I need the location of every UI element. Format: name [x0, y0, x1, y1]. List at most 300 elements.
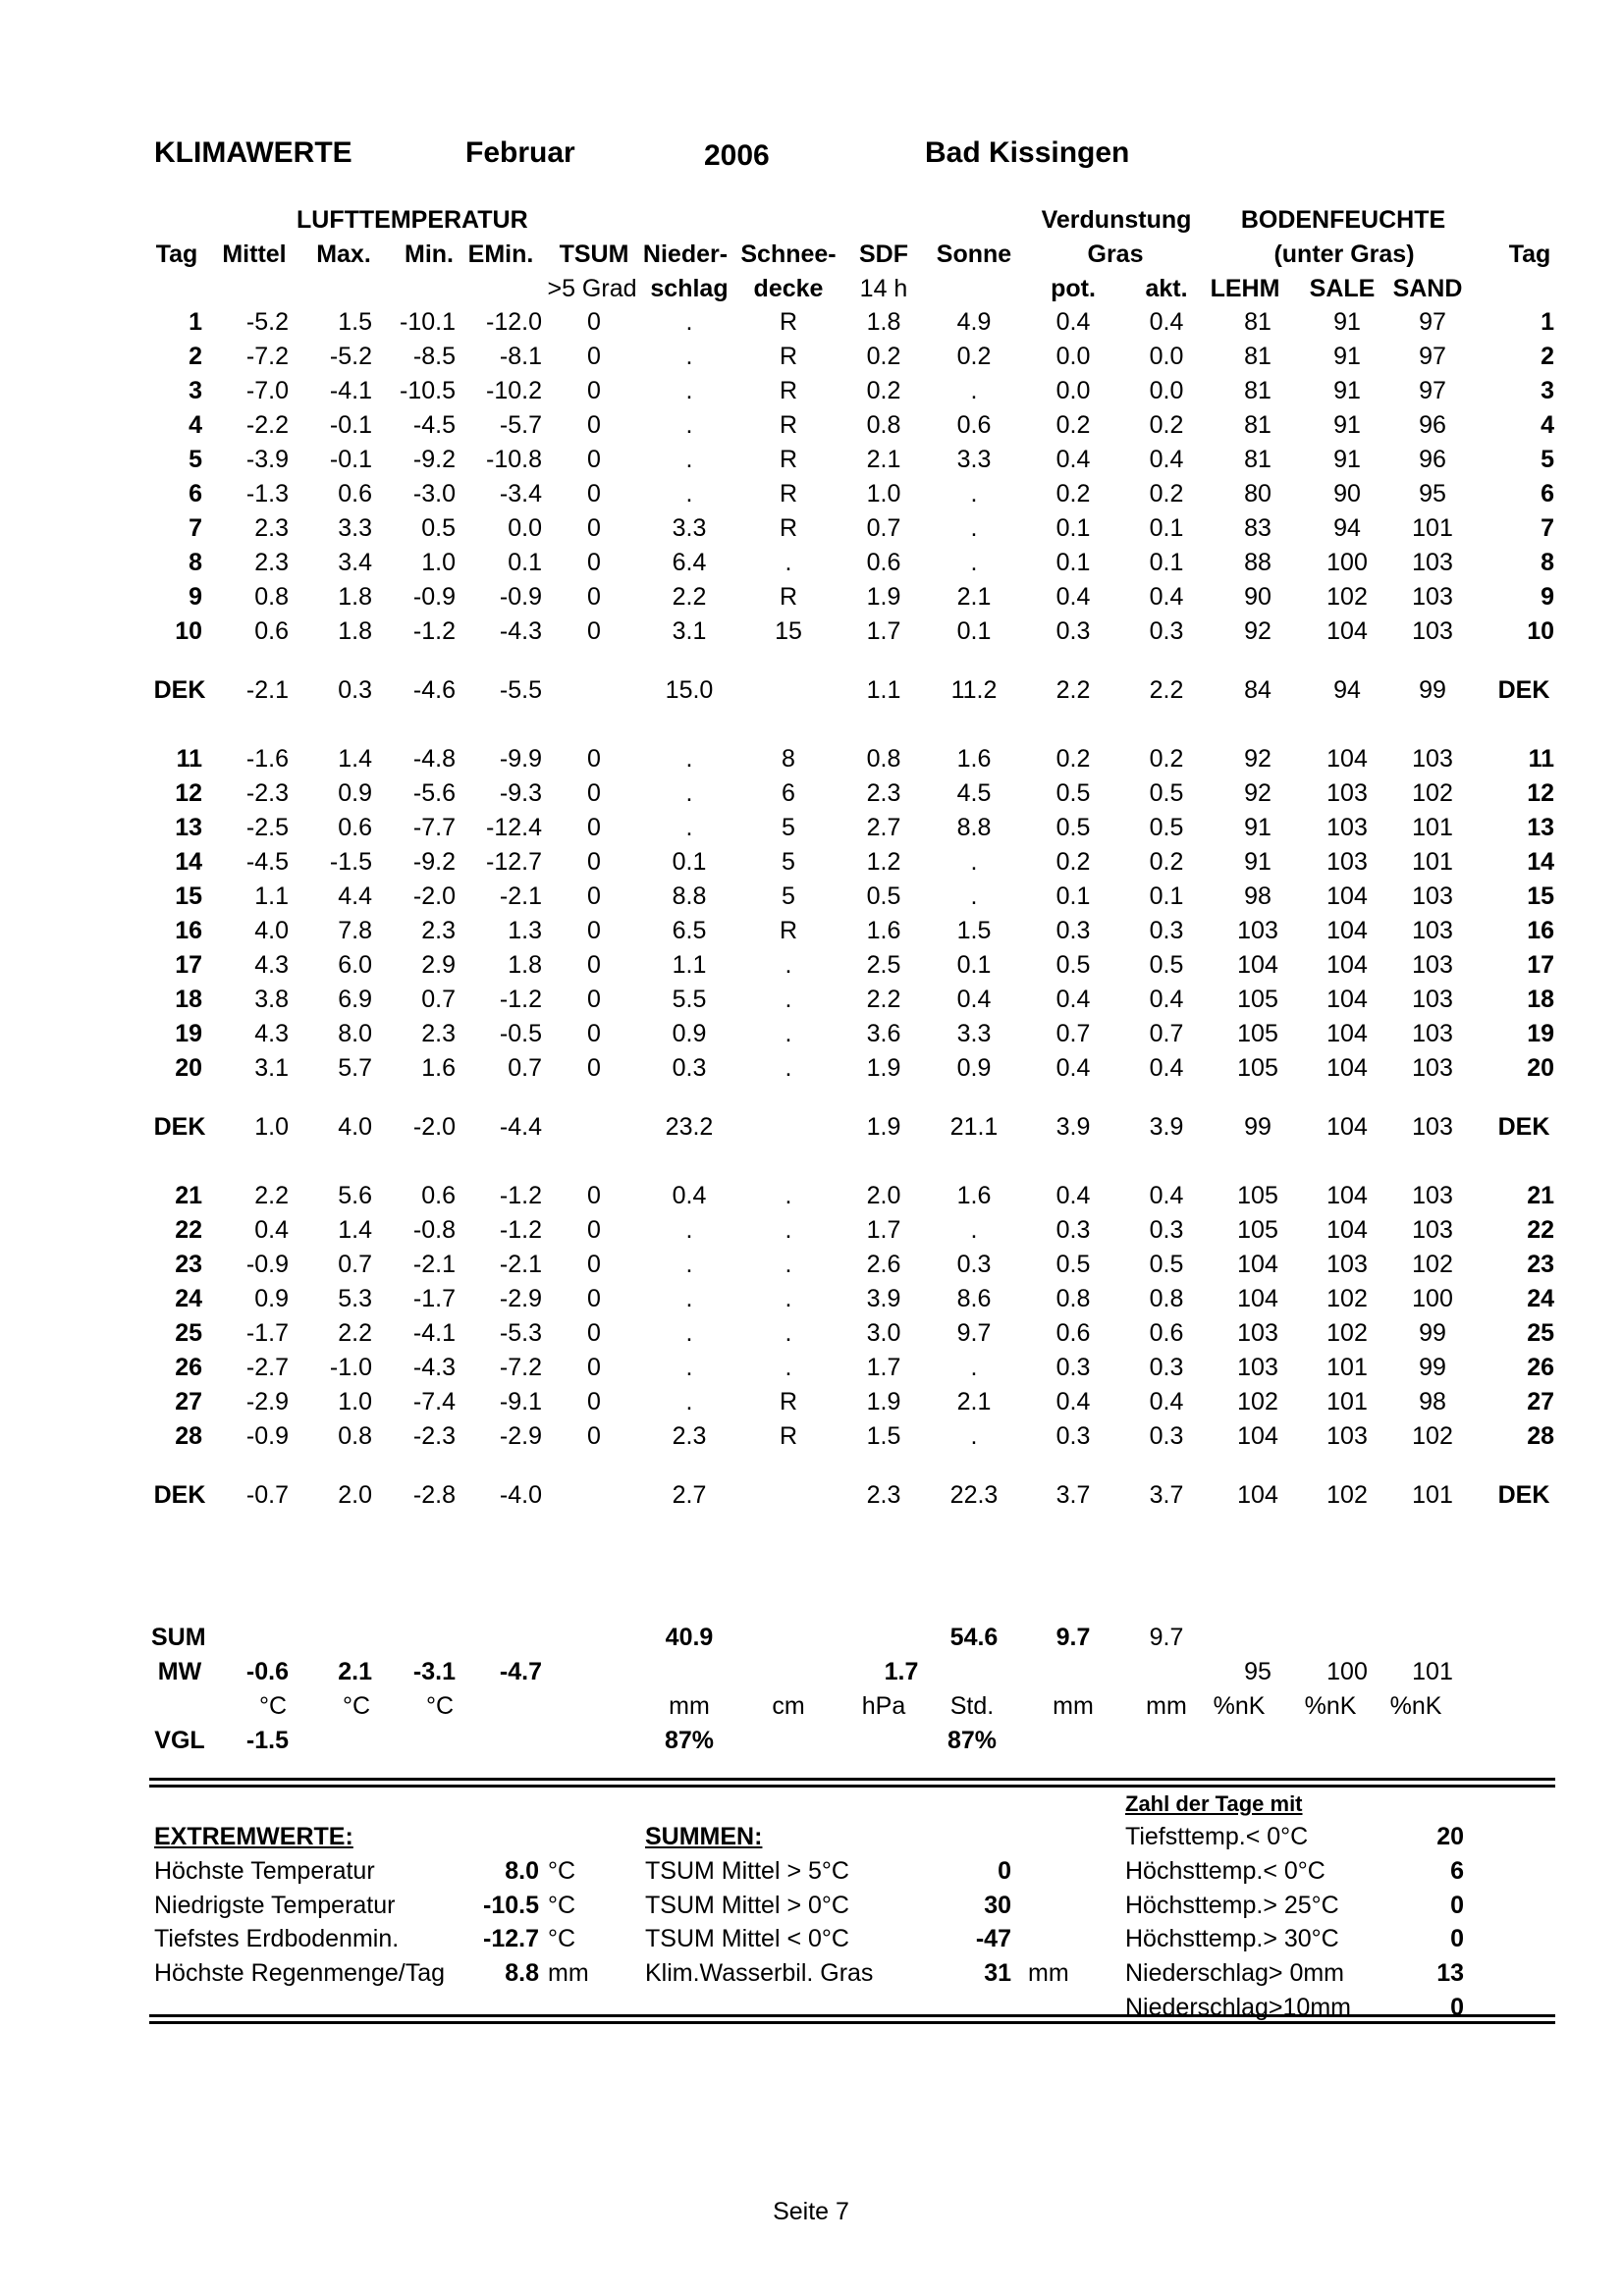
row-max: 6.0 [338, 951, 372, 979]
row-sale: 91 [1333, 343, 1361, 370]
dek-mittel: -0.7 [245, 1481, 289, 1509]
row-nieder: . [685, 1251, 693, 1278]
row-sand: 103 [1412, 1054, 1453, 1082]
row-sale: 104 [1326, 951, 1368, 979]
header-gras: Gras [1087, 240, 1144, 268]
dek-max: 4.0 [338, 1113, 372, 1141]
row-mittel: -1.6 [245, 745, 289, 773]
row-pot: 0.0 [1055, 343, 1091, 370]
row-sonne: 0.9 [956, 1054, 992, 1082]
row-sand: 103 [1412, 1020, 1453, 1047]
vgl-sonne: 87% [947, 1727, 998, 1754]
row-tag2: 8 [1541, 549, 1554, 576]
row-emin: -12.7 [486, 848, 542, 876]
row-sdf: 2.0 [866, 1182, 901, 1209]
row-sale: 91 [1333, 411, 1361, 439]
row-max: -0.1 [329, 446, 372, 473]
dek-pot: 2.2 [1055, 676, 1091, 704]
row-max: 0.8 [338, 1422, 372, 1450]
unit-akt: mm [1146, 1692, 1187, 1720]
row-akt: 0.4 [1149, 1388, 1184, 1415]
sum-pot: 9.7 [1055, 1624, 1091, 1651]
row-pot: 0.4 [1055, 446, 1091, 473]
row-sonne: . [970, 549, 978, 576]
dek-lehm: 104 [1237, 1481, 1278, 1509]
header-tsum: TSUM [559, 240, 629, 268]
row-emin: -9.1 [499, 1388, 542, 1415]
row-schnee: R [779, 377, 798, 404]
row-lehm: 105 [1237, 986, 1278, 1013]
row-schnee: R [779, 1422, 798, 1450]
row-sand: 103 [1412, 882, 1453, 910]
dek-sonne: 21.1 [949, 1113, 999, 1141]
header-sonne: Sonne [936, 240, 1012, 268]
row-emin: -7.2 [499, 1354, 542, 1381]
row-sale: 101 [1326, 1354, 1368, 1381]
header-mittel: Mittel [222, 240, 287, 268]
row-pot: 0.5 [1055, 779, 1091, 807]
row-mittel: -7.0 [245, 377, 289, 404]
unit-max: °C [342, 1692, 371, 1720]
extreme-value: 8.8 [505, 1959, 539, 1987]
row-akt: 0.4 [1149, 583, 1184, 611]
dek-sale: 104 [1326, 1113, 1368, 1141]
row-nieder: 8.8 [672, 882, 707, 910]
row-schnee: R [779, 411, 798, 439]
row-sale: 101 [1326, 1388, 1368, 1415]
row-tag2: 23 [1527, 1251, 1554, 1278]
dek-tag: DEK [153, 1113, 206, 1141]
row-min: -2.3 [412, 1422, 456, 1450]
dek-sand: 99 [1419, 676, 1446, 704]
row-sdf: 3.0 [866, 1319, 901, 1347]
row-sale: 103 [1326, 1251, 1368, 1278]
row-sdf: 1.8 [866, 308, 901, 336]
dek-min: -2.8 [412, 1481, 456, 1509]
row-tag: 10 [175, 617, 202, 645]
row-sdf: 1.6 [866, 917, 901, 944]
row-mittel: -0.9 [245, 1251, 289, 1278]
row-pot: 0.1 [1055, 882, 1091, 910]
dek-sale: 102 [1326, 1481, 1368, 1509]
unit-schnee: cm [772, 1692, 805, 1720]
row-min: 0.5 [421, 514, 456, 542]
row-lehm: 98 [1244, 882, 1271, 910]
vgl-mittel: -1.5 [245, 1727, 289, 1754]
row-tag2: 16 [1527, 917, 1554, 944]
row-max: -4.1 [329, 377, 372, 404]
row-tag: 14 [175, 848, 202, 876]
row-sand: 97 [1419, 308, 1446, 336]
row-max: 3.4 [338, 549, 372, 576]
row-mittel: -5.2 [245, 308, 289, 336]
header-tag: Tag [155, 240, 198, 268]
row-emin: -3.4 [499, 480, 542, 507]
row-sale: 91 [1333, 377, 1361, 404]
dek-akt: 3.7 [1149, 1481, 1184, 1509]
row-pot: 0.4 [1055, 583, 1091, 611]
unit-nieder: mm [669, 1692, 710, 1720]
row-akt: 0.3 [1149, 1216, 1184, 1244]
row-sand: 103 [1412, 1182, 1453, 1209]
row-pot: 0.3 [1055, 1216, 1091, 1244]
row-tsum: 0 [587, 617, 601, 645]
row-tag: 24 [175, 1285, 202, 1312]
days-item-label: Höchsttemp.< 0°C [1125, 1857, 1325, 1885]
row-nieder: . [685, 814, 693, 841]
row-akt: 0.6 [1149, 1319, 1184, 1347]
row-max: 5.6 [338, 1182, 372, 1209]
row-tag2: 9 [1541, 583, 1554, 611]
row-min: -8.5 [412, 343, 456, 370]
row-min: -1.2 [412, 617, 456, 645]
row-sdf: 1.7 [866, 617, 901, 645]
dek-tag2: DEK [1497, 676, 1550, 704]
header-untergras: (unter Gras) [1273, 240, 1415, 268]
row-akt: 0.4 [1149, 986, 1184, 1013]
mw-sand: 101 [1412, 1658, 1453, 1685]
row-pot: 0.4 [1055, 1182, 1091, 1209]
row-max: 1.8 [338, 583, 372, 611]
row-mittel: 0.8 [254, 583, 289, 611]
dek-nieder: 23.2 [665, 1113, 714, 1141]
dek-tag: DEK [153, 1481, 206, 1509]
row-tag: 1 [189, 308, 202, 336]
double-rule-top-2 [149, 1785, 1555, 1788]
header-pot: pot. [1051, 275, 1096, 302]
row-sale: 104 [1326, 917, 1368, 944]
mw-sdf: 1.7 [884, 1658, 919, 1685]
row-tag2: 22 [1527, 1216, 1554, 1244]
mw-min: -3.1 [412, 1658, 456, 1685]
row-sdf: 2.1 [866, 446, 901, 473]
row-lehm: 92 [1244, 779, 1271, 807]
row-emin: -2.9 [499, 1422, 542, 1450]
header-grad: >5 Grad [547, 275, 637, 302]
dek-min: -4.6 [412, 676, 456, 704]
row-tsum: 0 [587, 779, 601, 807]
row-emin: -10.2 [486, 377, 542, 404]
row-sale: 104 [1326, 1182, 1368, 1209]
title-station: Bad Kissingen [925, 136, 1130, 169]
row-akt: 0.2 [1149, 480, 1184, 507]
header-nieder: Nieder- [642, 240, 729, 268]
row-tag2: 18 [1527, 986, 1554, 1013]
row-sale: 102 [1326, 1319, 1368, 1347]
row-sand: 101 [1412, 514, 1453, 542]
row-max: 0.9 [338, 779, 372, 807]
row-lehm: 81 [1244, 377, 1271, 404]
dek-max: 0.3 [338, 676, 372, 704]
sum-item-value: 31 [984, 1959, 1011, 1987]
row-schnee: 5 [782, 814, 795, 841]
row-sale: 103 [1326, 848, 1368, 876]
row-sdf: 0.2 [866, 343, 901, 370]
days-item-value: 13 [1436, 1959, 1464, 1987]
row-schnee: 15 [775, 617, 802, 645]
sum-item-value: -47 [975, 1925, 1011, 1952]
row-tag: 13 [175, 814, 202, 841]
row-mittel: -0.9 [245, 1422, 289, 1450]
row-tsum: 0 [587, 986, 601, 1013]
row-sdf: 1.9 [866, 1054, 901, 1082]
dek-sand: 101 [1412, 1481, 1453, 1509]
days-item-value: 0 [1450, 1892, 1464, 1919]
row-schnee: 5 [782, 882, 795, 910]
row-sonne: . [970, 1216, 978, 1244]
dek-min: -2.0 [412, 1113, 456, 1141]
row-max: 0.7 [338, 1251, 372, 1278]
row-mittel: -4.5 [245, 848, 289, 876]
row-tag: 12 [175, 779, 202, 807]
header-min: Min. [405, 240, 454, 268]
row-sale: 104 [1326, 882, 1368, 910]
row-mittel: 3.8 [254, 986, 289, 1013]
row-sale: 91 [1333, 308, 1361, 336]
row-pot: 0.2 [1055, 848, 1091, 876]
row-tsum: 0 [587, 848, 601, 876]
row-nieder: . [685, 1285, 693, 1312]
row-sand: 103 [1412, 745, 1453, 773]
dek-tag2: DEK [1497, 1113, 1550, 1141]
row-schnee: 8 [782, 745, 795, 773]
row-tag2: 27 [1527, 1388, 1554, 1415]
row-emin: -2.1 [499, 882, 542, 910]
row-tsum: 0 [587, 480, 601, 507]
row-sdf: 1.0 [866, 480, 901, 507]
row-max: 0.6 [338, 814, 372, 841]
row-sand: 103 [1412, 583, 1453, 611]
sum-nieder: 40.9 [665, 1624, 714, 1651]
row-schnee: . [784, 1182, 792, 1209]
row-pot: 0.6 [1055, 1319, 1091, 1347]
row-nieder: . [685, 1354, 693, 1381]
row-sand: 100 [1412, 1285, 1453, 1312]
row-nieder: . [685, 343, 693, 370]
row-sonne: 8.6 [956, 1285, 992, 1312]
header-lehm: LEHM [1210, 275, 1280, 302]
row-min: 0.6 [421, 1182, 456, 1209]
row-sand: 101 [1412, 848, 1453, 876]
row-min: -0.8 [412, 1216, 456, 1244]
row-pot: 0.5 [1055, 951, 1091, 979]
header-schlag: schlag [650, 275, 729, 302]
days-item-value: 20 [1436, 1823, 1464, 1850]
row-sdf: 0.2 [866, 377, 901, 404]
row-emin: -2.1 [499, 1251, 542, 1278]
extreme-unit: °C [548, 1857, 576, 1885]
row-tag: 6 [189, 480, 202, 507]
row-sdf: 3.6 [866, 1020, 901, 1047]
row-schnee: . [784, 1251, 792, 1278]
row-emin: -0.5 [499, 1020, 542, 1047]
row-tsum: 0 [587, 882, 601, 910]
row-akt: 0.3 [1149, 917, 1184, 944]
row-mittel: -7.2 [245, 343, 289, 370]
row-mittel: 4.0 [254, 917, 289, 944]
extreme-value: -10.5 [483, 1892, 539, 1919]
row-tsum: 0 [587, 745, 601, 773]
row-schnee: . [784, 1354, 792, 1381]
dek-akt: 3.9 [1149, 1113, 1184, 1141]
row-akt: 0.5 [1149, 814, 1184, 841]
row-lehm: 102 [1237, 1388, 1278, 1415]
row-sale: 103 [1326, 1422, 1368, 1450]
unit-sonne: Std. [949, 1692, 995, 1720]
row-akt: 0.1 [1149, 514, 1184, 542]
row-sonne: 0.4 [956, 986, 992, 1013]
row-lehm: 88 [1244, 549, 1271, 576]
row-min: -2.1 [412, 1251, 456, 1278]
row-min: -5.6 [412, 779, 456, 807]
row-sonne: 0.1 [956, 951, 992, 979]
row-schnee: R [779, 480, 798, 507]
extreme-label: Tiefstes Erdbodenmin. [154, 1925, 400, 1952]
row-tag2: 2 [1541, 343, 1554, 370]
row-tag2: 17 [1527, 951, 1554, 979]
row-lehm: 91 [1244, 848, 1271, 876]
row-schnee: . [784, 1054, 792, 1082]
row-sdf: 2.5 [866, 951, 901, 979]
row-emin: -1.2 [499, 986, 542, 1013]
mw-mittel: -0.6 [245, 1658, 289, 1685]
row-pot: 0.4 [1055, 986, 1091, 1013]
row-pot: 0.3 [1055, 917, 1091, 944]
row-emin: -5.7 [499, 411, 542, 439]
row-tag2: 13 [1527, 814, 1554, 841]
row-pot: 0.4 [1055, 308, 1091, 336]
row-akt: 0.1 [1149, 549, 1184, 576]
row-akt: 0.3 [1149, 1422, 1184, 1450]
row-pot: 0.5 [1055, 1251, 1091, 1278]
row-sand: 95 [1419, 480, 1446, 507]
row-emin: 1.8 [508, 951, 542, 979]
row-mittel: -2.5 [245, 814, 289, 841]
row-max: 1.4 [338, 1216, 372, 1244]
row-min: -7.7 [412, 814, 456, 841]
row-schnee: . [784, 951, 792, 979]
row-max: 1.0 [338, 1388, 372, 1415]
row-mittel: 4.3 [254, 1020, 289, 1047]
row-max: 6.9 [338, 986, 372, 1013]
days-item-label: Niederschlag> 0mm [1125, 1959, 1345, 1987]
row-sonne: 3.3 [956, 446, 992, 473]
sum-item-value: 0 [998, 1857, 1011, 1885]
row-tsum: 0 [587, 377, 601, 404]
row-mittel: -2.3 [245, 779, 289, 807]
row-lehm: 104 [1237, 1422, 1278, 1450]
row-sand: 103 [1412, 917, 1453, 944]
row-schnee: R [779, 1388, 798, 1415]
row-tag: 26 [175, 1354, 202, 1381]
dek-pot: 3.7 [1055, 1481, 1091, 1509]
row-min: 2.3 [421, 1020, 456, 1047]
row-sonne: 1.5 [956, 917, 992, 944]
row-mittel: 4.3 [254, 951, 289, 979]
row-sand: 102 [1412, 779, 1453, 807]
row-akt: 0.4 [1149, 1054, 1184, 1082]
days-item-value: 6 [1450, 1857, 1464, 1885]
row-tag: 21 [175, 1182, 202, 1209]
row-emin: -4.3 [499, 617, 542, 645]
row-min: -4.8 [412, 745, 456, 773]
row-emin: -1.2 [499, 1216, 542, 1244]
days-item-label: Tiefsttemp.< 0°C [1125, 1823, 1309, 1850]
row-tag: 8 [189, 549, 202, 576]
row-lehm: 81 [1244, 343, 1271, 370]
row-max: 0.6 [338, 480, 372, 507]
row-max: 4.4 [338, 882, 372, 910]
vgl-label: VGL [154, 1727, 205, 1754]
row-akt: 0.5 [1149, 1251, 1184, 1278]
row-schnee: R [779, 308, 798, 336]
row-nieder: 0.4 [672, 1182, 707, 1209]
row-min: 2.3 [421, 917, 456, 944]
row-lehm: 105 [1237, 1054, 1278, 1082]
row-sale: 104 [1326, 986, 1368, 1013]
row-nieder: . [685, 1319, 693, 1347]
sum-item-label: TSUM Mittel > 0°C [645, 1892, 849, 1919]
row-max: 2.2 [338, 1319, 372, 1347]
row-emin: -1.2 [499, 1182, 542, 1209]
row-sonne: . [970, 882, 978, 910]
row-max: -1.0 [329, 1354, 372, 1381]
row-emin: 0.1 [508, 549, 542, 576]
row-tag2: 20 [1527, 1054, 1554, 1082]
row-min: 1.6 [421, 1054, 456, 1082]
sum-item-label: TSUM Mittel > 5°C [645, 1857, 849, 1885]
row-lehm: 81 [1244, 446, 1271, 473]
row-lehm: 81 [1244, 411, 1271, 439]
row-emin: -5.3 [499, 1319, 542, 1347]
row-nieder: 3.1 [672, 617, 707, 645]
row-min: 2.9 [421, 951, 456, 979]
row-emin: -12.4 [486, 814, 542, 841]
row-tsum: 0 [587, 1319, 601, 1347]
row-sonne: 0.3 [956, 1251, 992, 1278]
row-tag: 2 [189, 343, 202, 370]
row-sand: 103 [1412, 617, 1453, 645]
row-akt: 0.1 [1149, 882, 1184, 910]
days-item-value: 0 [1450, 1994, 1464, 2021]
row-tag2: 19 [1527, 1020, 1554, 1047]
row-sand: 103 [1412, 986, 1453, 1013]
row-emin: -0.9 [499, 583, 542, 611]
row-pot: 0.1 [1055, 549, 1091, 576]
double-rule-top-1 [149, 1778, 1555, 1781]
sum-item-label: TSUM Mittel < 0°C [645, 1925, 849, 1952]
row-tsum: 0 [587, 514, 601, 542]
row-sale: 102 [1326, 1285, 1368, 1312]
row-sand: 97 [1419, 343, 1446, 370]
row-min: -1.7 [412, 1285, 456, 1312]
row-nieder: . [685, 745, 693, 773]
row-akt: 0.3 [1149, 617, 1184, 645]
row-lehm: 103 [1237, 1319, 1278, 1347]
row-sonne: 0.1 [956, 617, 992, 645]
row-schnee: . [784, 549, 792, 576]
row-max: 1.5 [338, 308, 372, 336]
dek-mittel: -2.1 [245, 676, 289, 704]
sum-sonne: 54.6 [949, 1624, 999, 1651]
row-tag2: 1 [1541, 308, 1554, 336]
row-tag: 17 [175, 951, 202, 979]
row-min: -7.4 [412, 1388, 456, 1415]
row-tsum: 0 [587, 1388, 601, 1415]
row-mittel: 2.3 [254, 514, 289, 542]
row-sand: 102 [1412, 1251, 1453, 1278]
row-akt: 0.5 [1149, 951, 1184, 979]
